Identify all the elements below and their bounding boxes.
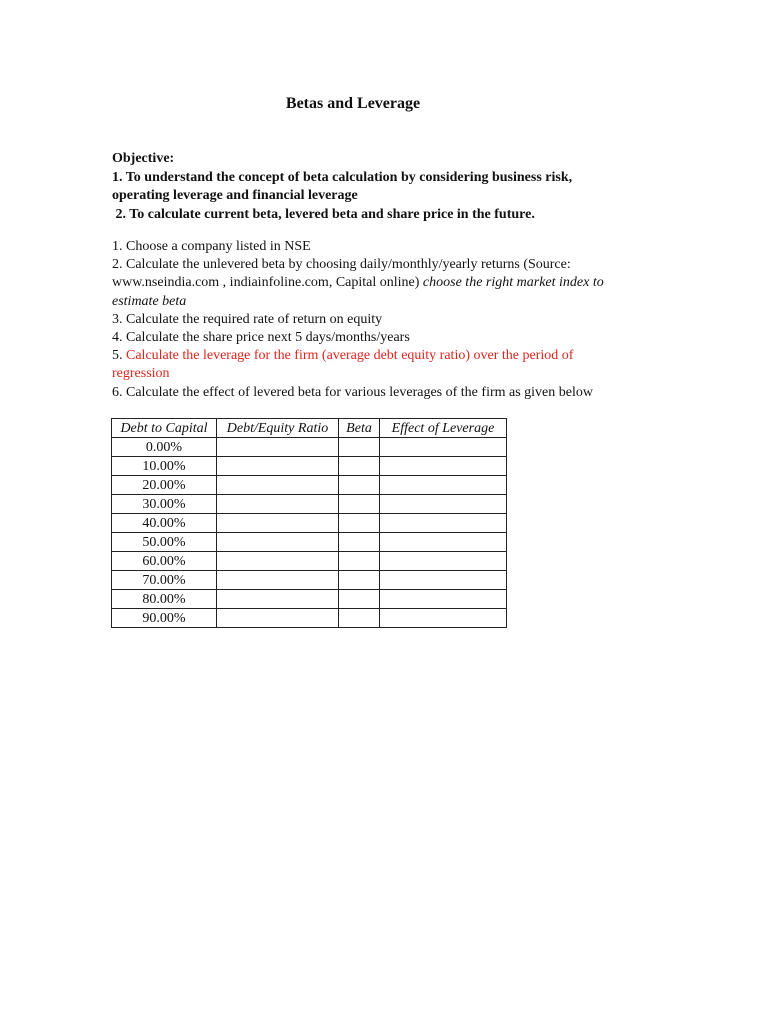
steps-list: [112, 238, 652, 402]
debt-equity-ratio-cell: [217, 571, 339, 590]
debt-to-capital-cell: 30.00%: [112, 495, 217, 514]
document-title: Betas and Leverage: [285, 95, 421, 112]
effect-of-leverage-cell: [380, 476, 507, 495]
header-debt-equity-ratio: Debt/Equity Ratio: [217, 419, 339, 438]
debt-equity-ratio-cell: [217, 609, 339, 628]
table-row: [112, 552, 507, 571]
objective-section: [112, 150, 672, 224]
header-effect-of-leverage: Effect of Leverage: [380, 419, 507, 438]
beta-cell: [339, 495, 380, 514]
beta-cell: [339, 571, 380, 590]
table-row: [112, 476, 507, 495]
leverage-table: [111, 418, 507, 628]
step-2-line-3: [112, 293, 652, 311]
debt-equity-ratio-cell: [217, 457, 339, 476]
debt-equity-ratio-cell: [217, 552, 339, 571]
step-2-note: choose the right market index to: [422, 275, 604, 291]
beta-cell: [339, 590, 380, 609]
debt-to-capital-cell: 80.00%: [112, 590, 217, 609]
effect-of-leverage-cell: [380, 457, 507, 476]
table-row: [112, 609, 507, 628]
beta-cell: [339, 457, 380, 476]
objective-line-2: operating leverage and financial leverage: [112, 188, 358, 203]
table-row: [112, 495, 507, 514]
debt-equity-ratio-cell: [217, 514, 339, 533]
objective-line-1: 1. To understand the concept of beta calculation by considering business risk,: [112, 169, 573, 185]
debt-equity-ratio-cell: [217, 590, 339, 609]
debt-to-capital-cell: 60.00%: [112, 552, 217, 571]
step-5-number: 5.: [112, 348, 126, 364]
effect-of-leverage-cell: [380, 609, 507, 628]
effect-of-leverage-cell: [380, 495, 507, 514]
effect-of-leverage-cell: [380, 571, 507, 590]
effect-of-leverage-cell: [380, 552, 507, 571]
table-row: [112, 571, 507, 590]
beta-cell: [339, 514, 380, 533]
debt-equity-ratio-cell: [217, 533, 339, 552]
effect-of-leverage-cell: [380, 533, 507, 552]
step-2-note-cont: estimate beta: [112, 293, 187, 309]
debt-to-capital-cell: 90.00%: [112, 609, 217, 628]
header-beta: Beta: [339, 419, 380, 438]
debt-to-capital-cell: 40.00%: [112, 514, 217, 533]
header-debt-to-capital: Debt to Capital: [112, 419, 217, 438]
step-6: 6. Calculate the effect of levered beta for various leverages of the firm as given below: [112, 384, 593, 400]
step-2-line-1: 2. Calculate the unlevered beta by choosing daily/monthly/yearly returns (Source:: [112, 257, 571, 273]
objective-heading: Objective:: [112, 151, 175, 166]
table-row: [112, 533, 507, 552]
debt-equity-ratio-cell: [217, 438, 339, 457]
effect-of-leverage-cell: [380, 438, 507, 457]
beta-cell: [339, 438, 380, 457]
debt-equity-ratio-cell: [217, 495, 339, 514]
table-header-row: [112, 419, 507, 438]
beta-cell: [339, 476, 380, 495]
step-5-text: Calculate the leverage for the firm (average debt equity ratio) over the period of: [126, 348, 574, 364]
effect-of-leverage-cell: [380, 590, 507, 609]
step-2-sources: www.nseindia.com , indiainfoline.com, Capital online): [112, 275, 423, 291]
table-row: [112, 590, 507, 609]
debt-to-capital-cell: 10.00%: [112, 457, 217, 476]
debt-to-capital-cell: 20.00%: [112, 476, 217, 495]
step-1: 1. Choose a company listed in NSE: [112, 239, 311, 254]
objective-line-3: 2. To calculate current beta, levered beta and share price in the future.: [112, 206, 535, 222]
step-5-line-2: regression: [112, 366, 170, 382]
beta-cell: [339, 609, 380, 628]
table-row: [112, 514, 507, 533]
debt-to-capital-cell: 70.00%: [112, 571, 217, 590]
step-2-line-2: [112, 274, 652, 292]
table-row: [112, 457, 507, 476]
step-5-line-1: [112, 347, 652, 365]
beta-cell: [339, 552, 380, 571]
step-4: 4. Calculate the share price next 5 days/months/years: [112, 330, 410, 346]
debt-to-capital-cell: 50.00%: [112, 533, 217, 552]
debt-equity-ratio-cell: [217, 476, 339, 495]
table-row: [112, 438, 507, 457]
step-3: 3. Calculate the required rate of return on equity: [112, 311, 383, 327]
beta-cell: [339, 533, 380, 552]
debt-to-capital-cell: 0.00%: [112, 438, 217, 457]
effect-of-leverage-cell: [380, 514, 507, 533]
